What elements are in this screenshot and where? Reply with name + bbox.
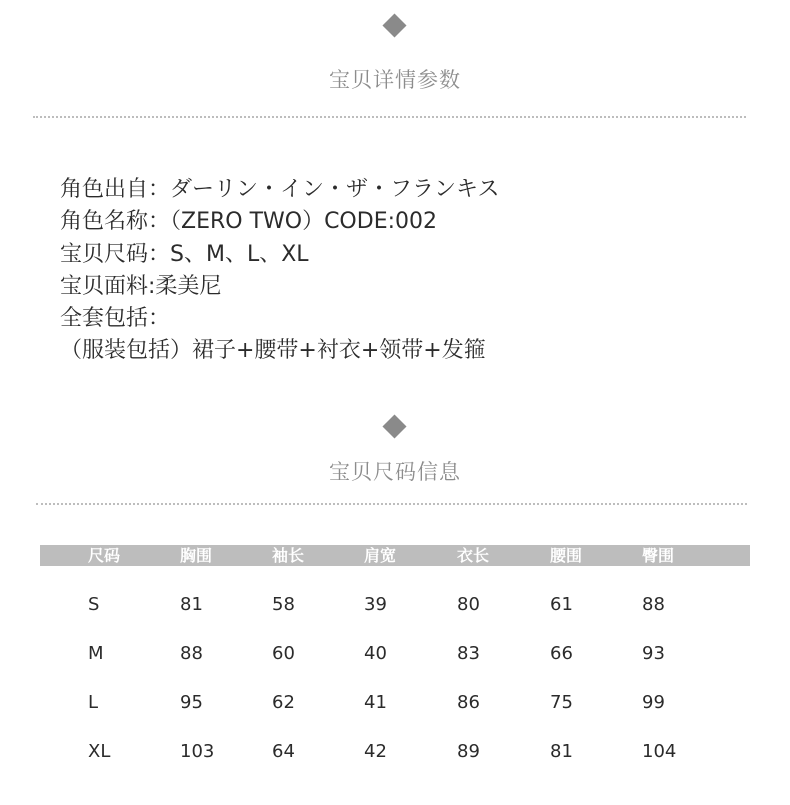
table-cell: 89	[457, 741, 480, 762]
product-details	[60, 174, 500, 368]
header-chest: 胸围	[180, 546, 213, 565]
table-cell: S	[88, 594, 100, 615]
table-row	[40, 595, 750, 644]
table-cell: 86	[457, 692, 480, 713]
table-cell: 66	[550, 643, 573, 664]
table-cell: 83	[457, 643, 480, 664]
detail-set-includes: 全套包括：	[60, 306, 171, 332]
section-2-diamond-icon	[382, 414, 406, 438]
table-cell: 99	[642, 692, 665, 713]
table-cell: 93	[642, 643, 665, 664]
section-2-divider	[36, 503, 747, 505]
detail-set-items: （服装包括）裙子+腰带+衬衣+领带+发箍	[60, 338, 486, 364]
size-table	[40, 545, 750, 791]
size-table-header	[40, 545, 750, 566]
table-cell: 81	[550, 741, 573, 762]
table-cell: 80	[457, 594, 480, 615]
table-cell: XL	[88, 741, 111, 762]
table-cell: L	[88, 692, 99, 713]
table-cell: 61	[550, 594, 573, 615]
header-waist: 腰围	[550, 546, 583, 565]
table-cell: 42	[364, 741, 387, 762]
table-cell: 104	[642, 741, 677, 762]
detail-character-source: 角色出自：ダーリン・イン・ザ・フランキス	[60, 177, 500, 202]
table-row	[40, 693, 750, 742]
table-cell: 103	[180, 741, 215, 762]
table-cell: 88	[180, 643, 203, 664]
header-sleeve: 袖长	[272, 546, 305, 565]
table-row	[40, 742, 750, 791]
table-cell: 95	[180, 692, 203, 713]
detail-sizes: 宝贝尺码：S、M、L、XL	[60, 241, 309, 267]
table-cell: 40	[364, 643, 387, 664]
table-row	[40, 644, 750, 693]
header-length: 衣长	[457, 546, 490, 565]
table-cell: 60	[272, 643, 295, 664]
table-cell: M	[88, 643, 104, 664]
section-1-diamond-icon	[382, 13, 406, 37]
table-cell: 64	[272, 741, 295, 762]
header-hip: 臀围	[642, 546, 675, 565]
table-cell: 75	[550, 692, 573, 713]
header-size: 尺码	[88, 546, 121, 565]
table-cell: 88	[642, 594, 665, 615]
table-cell: 58	[272, 594, 295, 615]
detail-character-name: 角色名称：（ZERO TWO）CODE:002	[60, 209, 437, 235]
table-cell: 41	[364, 692, 387, 713]
section-2-title: 宝贝尺码信息	[329, 460, 461, 484]
section-1-title: 宝贝详情参数	[329, 68, 461, 92]
table-cell: 62	[272, 692, 295, 713]
detail-fabric: 宝贝面料:柔美尼	[60, 273, 222, 299]
header-shoulder: 肩宽	[364, 546, 397, 565]
table-cell: 81	[180, 594, 203, 615]
table-cell: 39	[364, 594, 387, 615]
section-1-divider	[33, 116, 746, 118]
